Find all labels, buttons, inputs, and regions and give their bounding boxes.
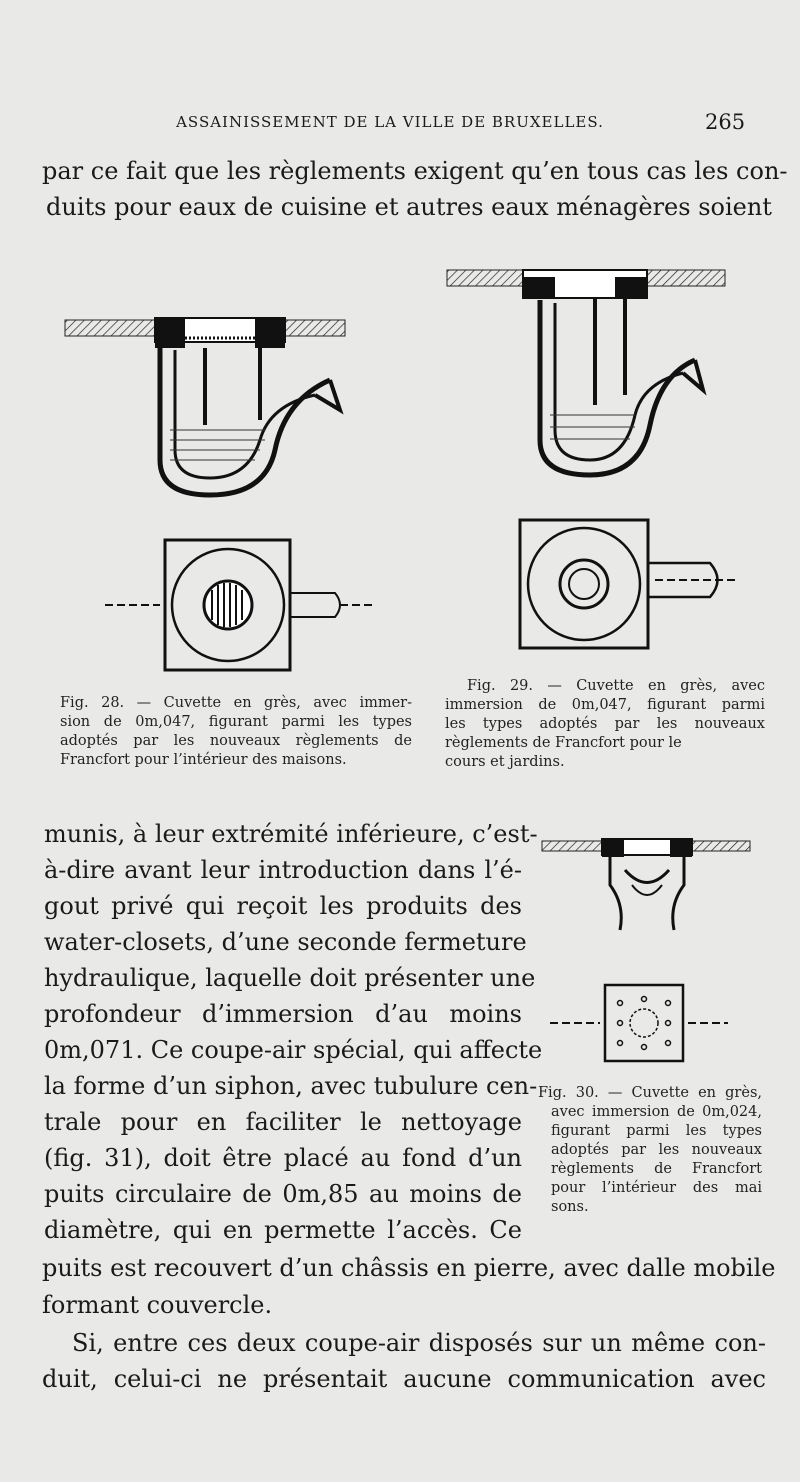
body-line: diamètre, qui en permette l’accès. Ce	[44, 1216, 522, 1244]
body-line: water-closets, d’une seconde fermeture	[44, 928, 527, 956]
caption-line: Fig. 28. — Cuvette en grès, avec immer-	[60, 695, 412, 711]
caption-line: règlements de Francfort	[551, 1161, 762, 1177]
body-line: (fig. 31), doit être placé au fond d’un	[44, 1144, 522, 1172]
fig28-caption	[60, 694, 412, 770]
caption-line: cours et jardins.	[445, 754, 565, 770]
caption-line: sons.	[551, 1199, 589, 1215]
fig30-plan-drawing	[550, 975, 730, 1065]
body-line: puits est recouvert d’un châssis en pierre, avec dalle mobile	[42, 1254, 776, 1282]
caption-line: figurant parmi les types	[551, 1123, 762, 1139]
fig29-plan-drawing	[515, 515, 740, 655]
caption-line: Francfort pour l’intérieur des maisons.	[60, 752, 347, 768]
fig29-section-drawing	[445, 265, 730, 480]
body-line: duit, celui-ci ne présentait aucune communication avec	[42, 1365, 766, 1393]
body-line: profondeur d’immersion d’au moins	[44, 1000, 522, 1028]
caption-line: pour l’intérieur des mai	[551, 1180, 762, 1196]
body-line: hydraulique, laquelle doit présenter une	[44, 964, 536, 992]
body-line: gout privé qui reçoit les produits des	[44, 892, 522, 920]
caption-line: Fig. 29. — Cuvette en grès, avec	[467, 678, 765, 694]
caption-line: sion de 0m,047, figurant parmi les types	[60, 714, 412, 730]
running-head: ASSAINISSEMENT DE LA VILLE DE BRUXELLES.	[176, 113, 604, 131]
fig28-plan-drawing	[100, 535, 380, 675]
fig29-caption	[445, 677, 765, 772]
caption-line: Fig. 30. — Cuvette en grès,	[538, 1085, 762, 1101]
caption-line: adoptés par les nouveaux	[551, 1142, 762, 1158]
body-line: puits circulaire de 0m,85 au moins de	[44, 1180, 522, 1208]
fig30-caption	[538, 1084, 762, 1217]
body-line: par ce fait que les règlements exigent qu’en tous cas les con-	[42, 157, 788, 185]
body-line: Si, entre ces deux coupe-air disposés sur un même con-	[72, 1329, 766, 1357]
caption-line: avec immersion de 0m,024,	[551, 1104, 762, 1120]
body-line: 0m,071. Ce coupe-air spécial, qui affecte	[44, 1036, 543, 1064]
body-line: duits pour eaux de cuisine et autres eaux ménagères soient	[46, 193, 772, 221]
caption-line: adoptés par les nouveaux règlements de	[60, 733, 412, 749]
body-line: trale pour en faciliter le nettoyage	[44, 1108, 522, 1136]
body-line: la forme d’un siphon, avec tubulure cen-	[44, 1072, 538, 1100]
caption-line: règlements de Francfort pour le	[445, 735, 682, 751]
fig28-section-drawing	[60, 310, 350, 500]
body-line: à-dire avant leur introduction dans l’é-	[44, 856, 522, 884]
page-number: 265	[705, 110, 746, 134]
body-line: munis, à leur extrémité inférieure, c’est-	[44, 820, 538, 848]
caption-line: immersion de 0m,047, figurant parmi	[445, 697, 765, 713]
fig30-section-drawing	[540, 835, 755, 935]
caption-line: les types adoptés par les nouveaux	[445, 716, 765, 732]
body-line: formant couvercle.	[42, 1291, 273, 1319]
